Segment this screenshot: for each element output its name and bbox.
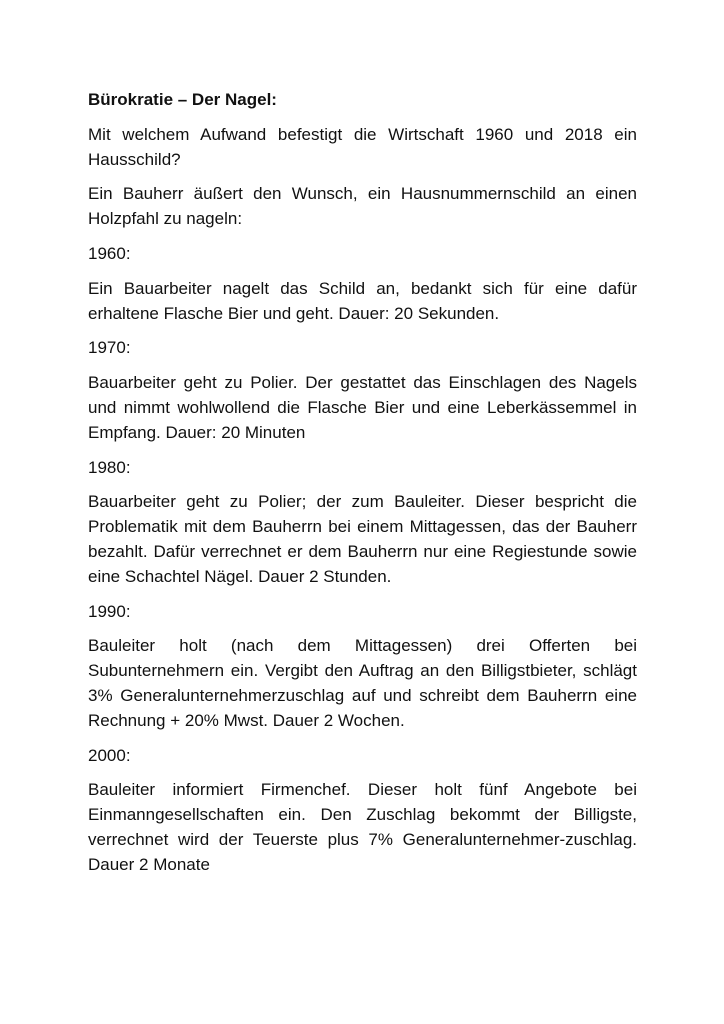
document-title: Bürokratie – Der Nagel: — [88, 90, 277, 109]
section-text-1970: Bauarbeiter geht zu Polier. Der gestattet das Einschlagen des Nagels und nimmt wohlwollend die Flasche Bier und eine Leberkässemmel in Empfang. Dauer: 20 Minuten — [88, 373, 637, 442]
section-text-1990: Bauleiter holt (nach dem Mittagessen) drei Offerten bei Subunternehmern ein. Vergibt den Auftrag an den Billigstbieter, schlägt 3% Generalunternehmerzuschlag auf und schreibt dem Bauherrn eine Rechnung + 20% Mwst. Dauer 2 Wochen. — [88, 636, 637, 730]
section-year-1990: 1990: — [88, 601, 131, 621]
document-intro: Ein Bauherr äußert den Wunsch, ein Hausnummernschild an einen Holzpfahl zu nageln: — [88, 184, 637, 229]
document-page — [88, 88, 637, 888]
section-text-1980: Bauarbeiter geht zu Polier; der zum Bauleiter. Dieser bespricht die Problematik mit dem Bauherrn bei einem Mittagessen, das der Bauherr bezahlt. Dafür verrechnet er dem Bauherrn nur eine Regiestunde sowie eine Schachtel Nägel. Dauer 2 Stunden. — [88, 492, 637, 586]
section-text-2000: Bauleiter informiert Firmenchef. Dieser holt fünf Angebote bei Einmanngesellschaften ein. Den Zuschlag bekommt der Billigste, verrechnet wird der Teuerste plus 7% Generalunternehmer-zuschlag. Dauer 2 Monate — [88, 780, 637, 874]
document-question: Mit welchem Aufwand befestigt die Wirtschaft 1960 und 2018 ein Hausschild? — [88, 124, 637, 169]
section-year-1970: 1970: — [88, 338, 131, 358]
section-text-1960: Ein Bauarbeiter nagelt das Schild an, bedankt sich für eine dafür erhaltene Flasche Bier und geht. Dauer: 20 Sekunden. — [88, 278, 637, 323]
section-year-1980: 1980: — [88, 457, 131, 477]
section-year-2000: 2000: — [88, 745, 131, 765]
section-year-1960: 1960: — [88, 243, 131, 263]
